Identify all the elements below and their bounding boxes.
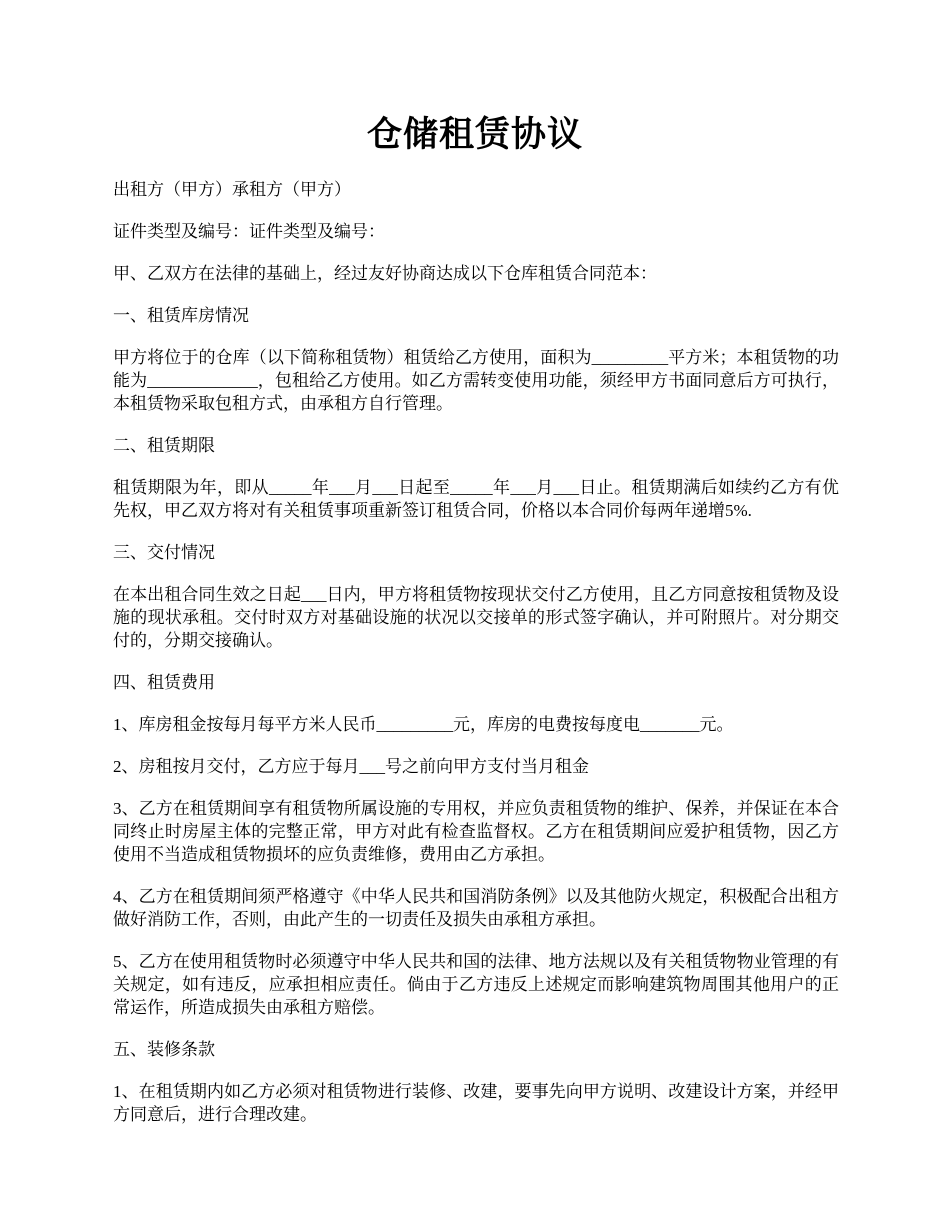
section-heading-5: 五、装修条款 xyxy=(113,1040,215,1059)
clause-4-1: 1、库房租金按每月每平方米人民币_________元，库房的电费按每度电_______元。 xyxy=(113,715,734,734)
section-3-paragraph: 在本出租合同生效之日起___日内，甲方将租赁物按现状交付乙方使用，且乙方同意按租赁物及设施的现状承租。交付时双方对基础设施的状况以交接单的形式签字确认，并可附照片。对分期交付的，分期交接确认。 xyxy=(113,585,839,650)
clause-4-2: 2、房租按月交付，乙方应于每月___号之前向甲方支付当月租金 xyxy=(113,757,589,776)
parties-line: 出租方（甲方）承租方（甲方） xyxy=(113,180,351,199)
section-2-paragraph: 租赁期限为年，即从_____年___月___日起至_____年___月___日止。租赁期满后如续约乙方有优先权，甲乙双方将对有关租赁事项重新签订租赁合同，价格以本合同价每两年递增5%. xyxy=(113,478,839,520)
section-1-paragraph: 甲方将位于的仓库（以下简称租赁物）租赁给乙方使用，面积为_________平方米；本租赁物的功能为_____________，包租给乙方使用。如乙方需转变使用功能，须经甲方书面同意后方可执行，本租赁物采取包租方式，由承租方自行管理。 xyxy=(113,348,839,413)
document-body xyxy=(113,178,839,1145)
clause-4-5: 5、乙方在使用租赁物时必须遵守中华人民共和国的法律、地方法规以及有关租赁物物业管理的有关规定，如有违反，应承担相应责任。倘由于乙方违反上述规定而影响建筑物周围其他用户的正常运作，所造成损失由承租方赔偿。 xyxy=(113,952,839,1017)
section-heading-1: 一、租赁库房情况 xyxy=(113,306,249,325)
clause-5-1: 1、在租赁期内如乙方必须对租赁物进行装修、改建，要事先向甲方说明、改建设计方案，并经甲方同意后，进行合理改建。 xyxy=(113,1082,839,1124)
section-heading-3: 三、交付情况 xyxy=(113,543,215,562)
id-type-line: 证件类型及编号：证件类型及编号： xyxy=(113,222,385,241)
preamble-paragraph: 甲、乙双方在法律的基础上，经过友好协商达成以下仓库租赁合同范本： xyxy=(113,264,657,283)
clause-4-4: 4、乙方在租赁期间须严格遵守《中华人民共和国消防条例》以及其他防火规定，积极配合出租方做好消防工作，否则，由此产生的一切责任及损失由承租方承担。 xyxy=(113,887,839,929)
section-heading-4: 四、租赁费用 xyxy=(113,673,215,692)
document-title: 仓储租赁协议 xyxy=(366,114,583,155)
clause-4-3: 3、乙方在租赁期间享有租赁物所属设施的专用权，并应负责租赁物的维护、保养，并保证在本合同终止时房屋主体的完整正常，甲方对此有检查监督权。乙方在租赁期间应爱护租赁物，因乙方使用不当造成租赁物损坏的应负责维修，费用由乙方承担。 xyxy=(113,799,839,864)
section-heading-2: 二、租赁期限 xyxy=(113,436,215,455)
